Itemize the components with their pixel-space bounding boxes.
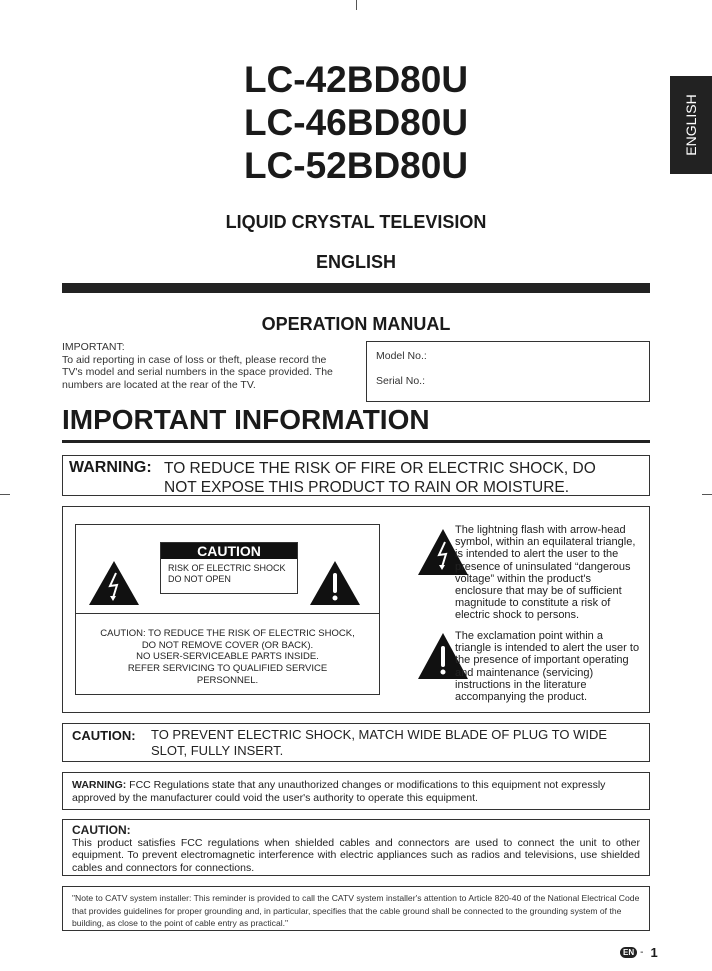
- caution-text: [76, 628, 379, 687]
- plug-caution-text: TO PREVENT ELECTRIC SHOCK, MATCH WIDE BLADE OF PLUG TO WIDE: [151, 727, 608, 742]
- caution-sticker-text: DO NOT OPEN: [168, 574, 231, 584]
- fcc-warning: [62, 772, 650, 810]
- page-number: 1: [650, 945, 658, 960]
- lightning-description: The lightning flash with arrow-head symbol, within an equilateral triangle, is intended to alert the user to the presence of uninsulated “dangerous voltage” within the product's enclosure that may be of sufficient magnitude to constitute a risk of electric shock to persons.: [455, 524, 636, 622]
- en-badge-icon: EN: [620, 947, 637, 958]
- language-tab-label: ENGLISH: [683, 94, 699, 156]
- product-subtitle: LIQUID CRYSTAL TELEVISION: [225, 212, 487, 232]
- exclamation-description: The exclamation point within a triangle is intended to alert the user to the presence of important operating and maintenance (servicing) instructions in the literature accompanying the product.: [455, 630, 640, 704]
- important-note: [62, 341, 337, 391]
- model-no-label: Model No.:: [376, 350, 427, 362]
- model-numbers: [0, 58, 712, 187]
- warning-label: WARNING:: [69, 459, 152, 476]
- caution-sticker-title: CAUTION: [161, 543, 297, 559]
- caution-text-line: DO NOT REMOVE COVER (OR BACK).: [141, 639, 314, 651]
- fcc-caution: [62, 819, 650, 876]
- fcc-caution-text: This product satisfies FCC regulations when shielded cables and connectors are used to connect the unit to other equipment. To prevent electromagnetic interference with electric appliances such as radios and televisions, use shielded cables and connectors for connections.: [72, 836, 640, 874]
- plug-caution-label: CAUTION:: [72, 728, 136, 743]
- language-heading: ENGLISH: [315, 252, 396, 272]
- important-note-heading: IMPORTANT:: [62, 341, 125, 353]
- caution-text-line: CAUTION: TO REDUCE THE RISK OF ELECTRIC SHOCK,: [100, 628, 355, 639]
- lightning-triangle-icon: [89, 561, 139, 605]
- model-number: LC-52BD80U: [243, 145, 469, 186]
- caution-text-line: NO USER-SERVICEABLE PARTS INSIDE.: [136, 651, 319, 663]
- section-underline: [62, 440, 650, 443]
- record-box: [366, 341, 650, 402]
- page-footer: [620, 945, 658, 960]
- plug-caution: [62, 723, 650, 762]
- model-number: LC-46BD80U: [243, 102, 469, 143]
- language-tab: [670, 76, 712, 174]
- serial-no-label: Serial No.:: [376, 375, 426, 387]
- caution-text-line: PERSONNEL.: [196, 674, 259, 686]
- caution-sticker-text: RISK OF ELECTRIC SHOCK: [168, 563, 286, 573]
- footer-separator: -: [640, 947, 644, 958]
- section-title: IMPORTANT INFORMATION: [62, 404, 430, 435]
- symbols-panel: [62, 506, 650, 713]
- caution-label-graphic: [75, 524, 380, 695]
- warning-banner: [62, 455, 650, 496]
- caution-text-line: REFER SERVICING TO QUALIFIED SERVICE: [127, 663, 328, 675]
- important-note-body: To aid reporting in case of loss or theft, please record the TV's model and serial numbers in the space provided. The numbers are located at the rear of the TV.: [62, 353, 333, 391]
- exclamation-triangle-icon: [310, 561, 360, 605]
- warning-text: TO REDUCE THE RISK OF FIRE OR ELECTRIC SHOCK, DO: [164, 460, 596, 477]
- fcc-caution-label: CAUTION:: [72, 823, 131, 837]
- plug-caution-text: SLOT, FULLY INSERT.: [151, 743, 284, 758]
- manual-title: OPERATION MANUAL: [261, 314, 451, 334]
- catv-note: "Note to CATV system installer: This reminder is provided to call the CATV system installer's attention to Article 820-40 of the National Electrical Code that provides guidelines for proper grounding and, in particular, specifies that the cable ground shall be connected to the grounding system of the building, as close to the point of cable entry as practical.": [62, 886, 650, 931]
- caution-sticker: [160, 542, 298, 594]
- warning-text: NOT EXPOSE THIS PRODUCT TO RAIN OR MOISTURE.: [164, 479, 570, 496]
- crop-mark: [0, 494, 10, 495]
- fcc-warning-text: FCC Regulations state that any unauthorized changes or modifications to this equipment not expressly approved by the manufacturer could void the user's authority to operate this equipment.: [72, 779, 606, 804]
- crop-mark: [356, 0, 357, 10]
- crop-mark: [702, 494, 712, 495]
- fcc-warning-label: WARNING:: [72, 779, 127, 791]
- divider-bar: [62, 283, 650, 293]
- model-number: LC-42BD80U: [243, 59, 469, 100]
